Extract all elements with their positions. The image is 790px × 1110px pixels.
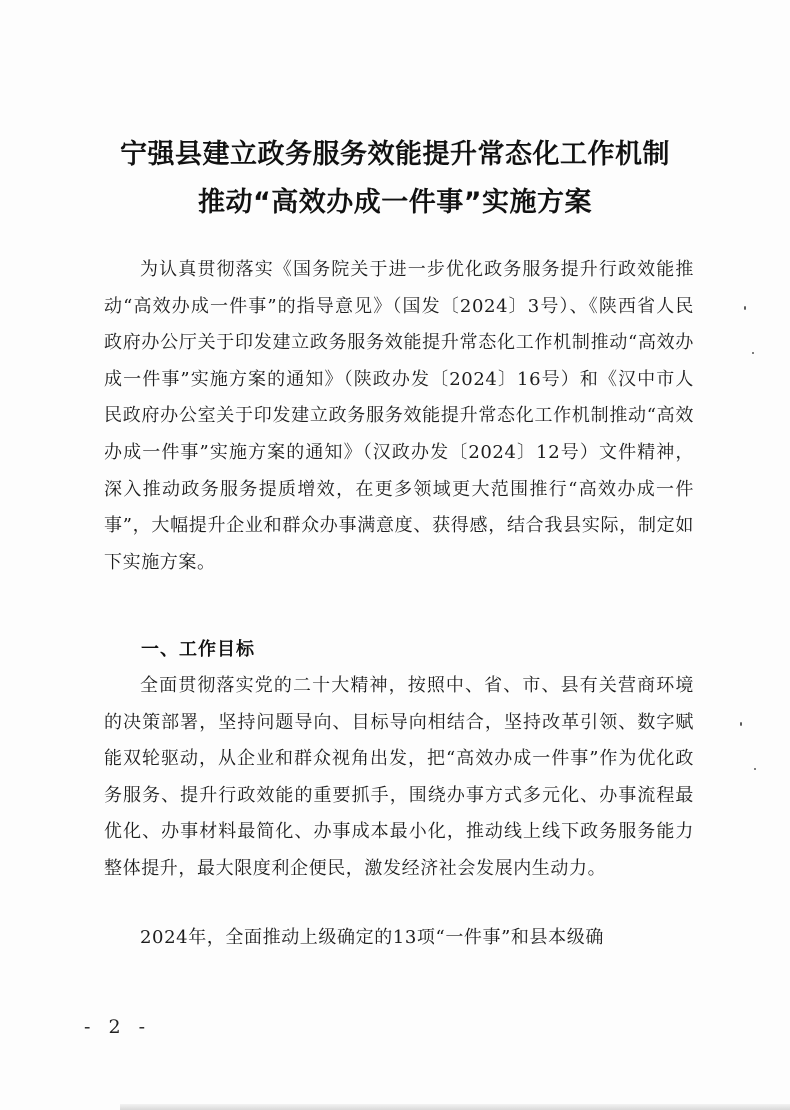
scan-speck: [740, 722, 742, 726]
document-title-line-2: 推动“高效办成一件事”实施方案: [198, 187, 592, 218]
scan-bottom-edge: [120, 1104, 790, 1110]
intro-paragraph: 为认真贯彻落实《国务院关于进一步优化政务服务提升行政效能推动“高效办成一件事”的指导意见》（国发〔2024〕3号）、《陕西省人民政府办公厅关于印发建立政务服务效能提升常态化工作机制推动“高效办成一件事”实施方案的通知》（陕政办发〔2024〕16号）和《汉中市人民政府办公室关于印发建立政务服务效能提升常态化工作机制推动“高效办成一件事”实施方案的通知》（汉政办发〔2024〕12号）文件精神，深入推动政务服务提质增效，在更多领域更大范围推行“高效办成一件事”，大幅提升企业和群众办事满意度、获得感，结合我县实际，制定如下实施方案。: [104, 259, 694, 573]
page-number: - 2 -: [84, 1016, 152, 1038]
scan-speck: [752, 352, 754, 354]
scan-speck: [744, 306, 746, 310]
year-plan-paragraph: 2024年，全面推动上级确定的13项“一件事”和县本级确: [140, 927, 604, 948]
section-heading-work-goals: 一、工作目标: [141, 639, 255, 660]
scan-speck: [754, 768, 756, 770]
goals-paragraph: 全面贯彻落实党的二十大精神，按照中、省、市、县有关营商环境的决策部署，坚持问题导向、目标导向相结合，坚持改革引领、数字赋能双轮驱动，从企业和群众视角出发，把“高效办成一件事”作为优化政务服务、提升行政效能的重要抓手，围绕办事方式多元化、办事流程最优化、办事材料最简化、办事成本最小化，推动线上线下政务服务能力整体提升，最大限度利企便民，激发经济社会发展内生动力。: [104, 675, 694, 879]
document-title-line-1: 宁强县建立政务服务效能提升常态化工作机制: [120, 139, 670, 170]
